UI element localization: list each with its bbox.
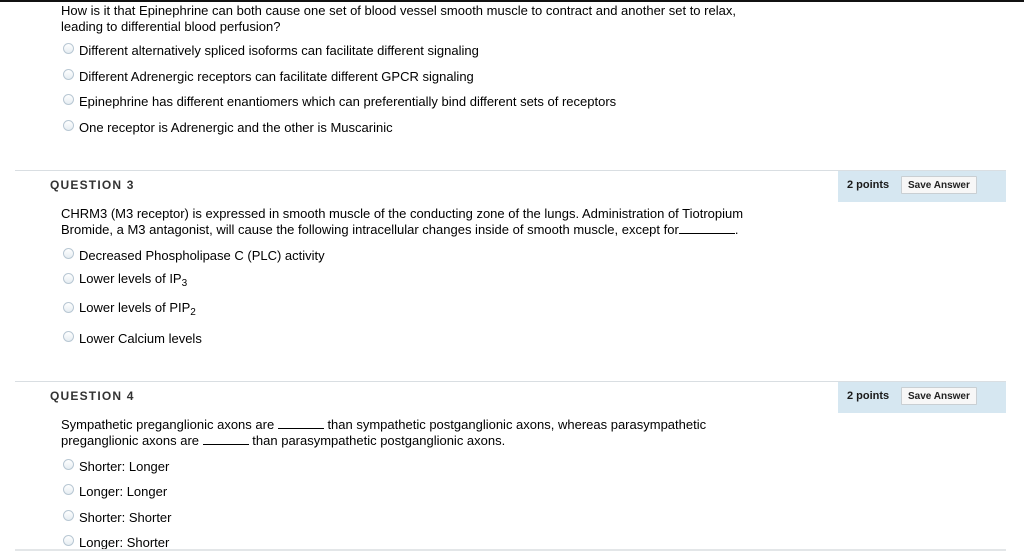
- radio-button[interactable]: [63, 248, 74, 259]
- question-4-save-answer-button[interactable]: Save Answer: [901, 387, 977, 405]
- q3-option-1[interactable]: Decreased Phospholipase C (PLC) activity: [63, 246, 325, 264]
- radio-button[interactable]: [63, 331, 74, 342]
- question-3-header: [15, 170, 1006, 201]
- radio-button[interactable]: [63, 273, 74, 284]
- radio-button[interactable]: [63, 69, 74, 80]
- answer-blank: [278, 418, 324, 429]
- q4-option-4[interactable]: Longer: Shorter: [63, 533, 169, 551]
- bottom-divider: [15, 549, 1006, 551]
- q4-option-2[interactable]: Longer: Longer: [63, 482, 167, 500]
- question-3-save-answer-button[interactable]: Save Answer: [901, 176, 977, 194]
- q4-option-1[interactable]: Shorter: Longer: [63, 457, 169, 475]
- q4-option-3[interactable]: Shorter: Shorter: [63, 508, 172, 526]
- radio-button[interactable]: [63, 43, 74, 54]
- answer-blank: [679, 223, 735, 234]
- radio-button[interactable]: [63, 120, 74, 131]
- radio-button[interactable]: [63, 302, 74, 313]
- radio-button[interactable]: [63, 459, 74, 470]
- question-3-label: QUESTION 3: [50, 178, 135, 192]
- radio-button[interactable]: [63, 94, 74, 105]
- answer-blank: [203, 434, 249, 445]
- radio-button[interactable]: [63, 484, 74, 495]
- question-3-text: CHRM3 (M3 receptor) is expressed in smooth muscle of the conducting zone of the lungs. Administration of Tiotropium Bromide, a M3 antagonist, will cause the following intracellular changes inside of smooth muscle, except for .: [61, 206, 744, 237]
- question-4-label: QUESTION 4: [50, 389, 135, 403]
- q2-option-1[interactable]: Different alternatively spliced isoforms can facilitate different signaling: [63, 41, 479, 59]
- radio-button[interactable]: [63, 510, 74, 521]
- q2-option-2[interactable]: Different Adrenergic receptors can facilitate different GPCR signaling: [63, 67, 474, 85]
- question-4-points: 2 points: [847, 390, 890, 402]
- question-3-points: 2 points: [847, 179, 890, 191]
- top-divider: [0, 0, 1024, 2]
- question-3-points-box: [838, 171, 1006, 202]
- q2-option-3[interactable]: Epinephrine has different enantiomers which can preferentially bind different sets of receptors: [63, 92, 616, 110]
- question-2-text: How is it that Epinephrine can both cause one set of blood vessel smooth muscle to contract and another set to relax, leading to differential blood perfusion?: [61, 3, 736, 34]
- question-4-points-box: [838, 382, 1006, 413]
- radio-button[interactable]: [63, 535, 74, 546]
- q3-option-3[interactable]: Lower levels of $PIP_2$: [63, 300, 196, 318]
- q3-option-2[interactable]: Lower levels of $IP_3$: [63, 271, 187, 289]
- question-4-header: [15, 381, 1006, 412]
- question-4-text: Sympathetic preganglionic axons are than sympathetic postganglionic axons, whereas parasympathetic preganglionic axons are than parasympathetic postganglionic axons.: [61, 417, 707, 448]
- q2-option-4[interactable]: One receptor is Adrenergic and the other is Muscarinic: [63, 118, 393, 136]
- q3-option-4[interactable]: Lower Calcium levels: [63, 329, 202, 347]
